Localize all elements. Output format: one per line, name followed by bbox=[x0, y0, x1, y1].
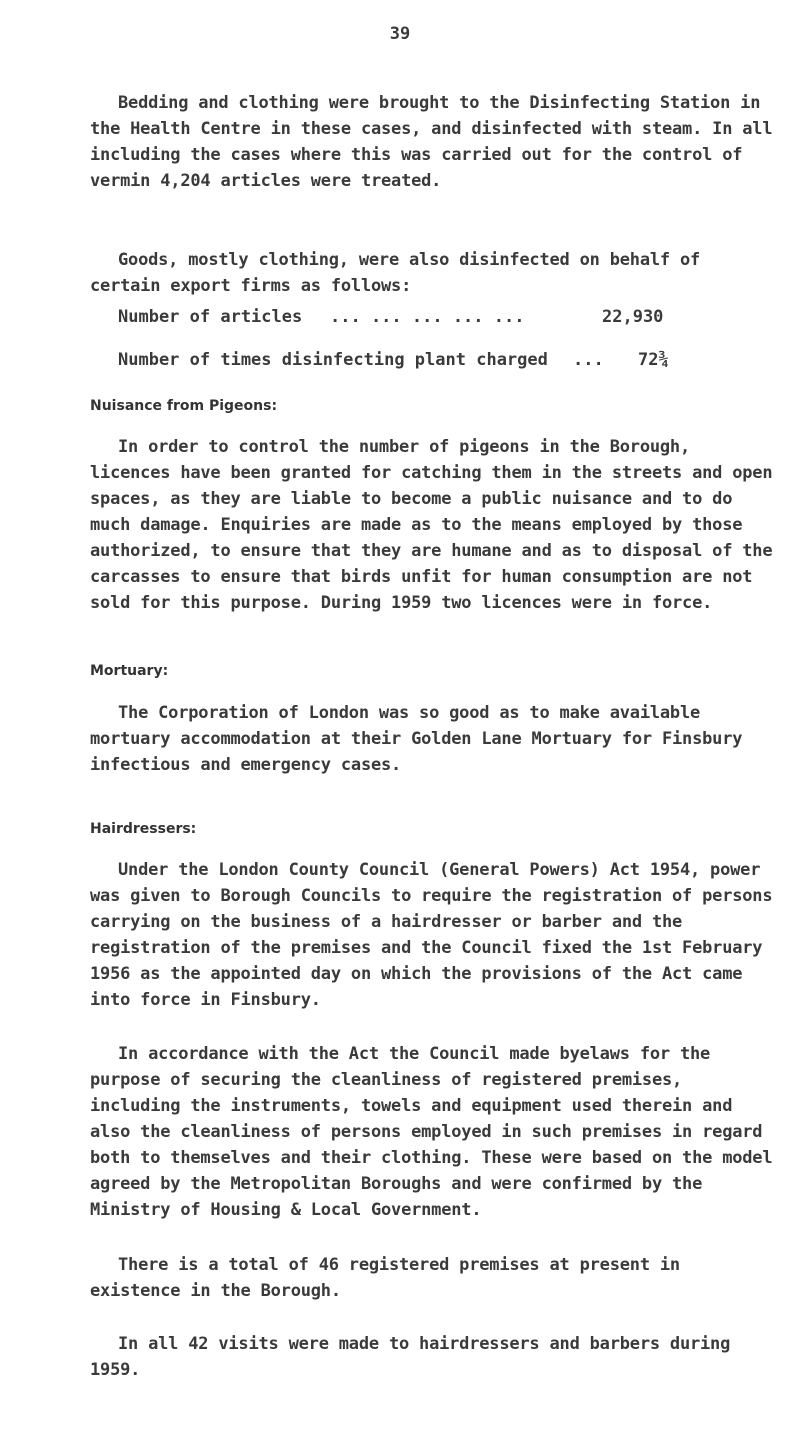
row-label-articles: Number of articles bbox=[118, 307, 303, 327]
row-label-plant-charged: Number of times disinfecting plant charged bbox=[118, 350, 548, 370]
row-value-plant-charged: 72¾ bbox=[638, 350, 669, 370]
paragraph-mortuary: The Corporation of London was so good as to make available mortuary accommodation at their Golden Lane Mortuary for Finsbury infectious and emergency cases. bbox=[90, 703, 743, 775]
table-row-articles bbox=[118, 304, 738, 330]
table-row-plant-charged bbox=[118, 347, 738, 373]
paragraph-hairdressers-act: Under the London County Council (General Powers) Act 1954, power was given to Borough Councils to require the registration of persons carrying on the business of a hairdresser or barber and the registration of the premises and the Council fixed the 1st February 1956 as the appointed day on which the provisions of the Act came into force in Finsbury. bbox=[90, 860, 773, 1010]
page-number: 39 bbox=[389, 24, 411, 44]
paragraph-goods: Goods, mostly clothing, were also disinfected on behalf of certain export firms as follows: bbox=[90, 250, 701, 296]
row-value-articles: 22,930 bbox=[602, 307, 664, 327]
heading-pigeons: Nuisance from Pigeons: bbox=[90, 398, 278, 414]
leader-dots: ... bbox=[573, 350, 604, 370]
heading-mortuary: Mortuary: bbox=[90, 663, 169, 679]
paragraph-registered-premises: There is a total of 46 registered premises at present in existence in the Borough. bbox=[90, 1255, 680, 1301]
heading-hairdressers: Hairdressers: bbox=[90, 821, 197, 837]
paragraph-pigeons: In order to control the number of pigeons in the Borough, licences have been granted for catching them in the streets and open spaces, as they are liable to become a public nuisance and to do much damage. Enquiries are made as to the means employed by those authorized, to ensure that they are humane and as to disposal of the carcasses to ensure that birds unfit for human consumption are not sold for this purpose. During 1959 two licences were in force. bbox=[90, 437, 773, 613]
paragraph-visits: In all 42 visits were made to hairdressers and barbers during 1959. bbox=[90, 1334, 731, 1380]
paragraph-bedding: Bedding and clothing were brought to the Disinfecting Station in the Health Centre in these cases, and disinfected with steam. In all including the cases where this was carried out for the control of vermin 4,204 articles were treated. bbox=[90, 93, 773, 191]
paragraph-hairdressers-byelaws: In accordance with the Act the Council made byelaws for the purpose of securing the cleanliness of registered premises, including the instruments, towels and equipment used therein and also the cleanliness of persons employed in such premises in regard both to themselves and their clothing. These were based on the model agreed by the Metropolitan Boroughs and were confirmed by the Ministry of Housing & Local Government. bbox=[90, 1044, 773, 1220]
leader-dots: ... ... ... ... ... bbox=[330, 307, 525, 327]
